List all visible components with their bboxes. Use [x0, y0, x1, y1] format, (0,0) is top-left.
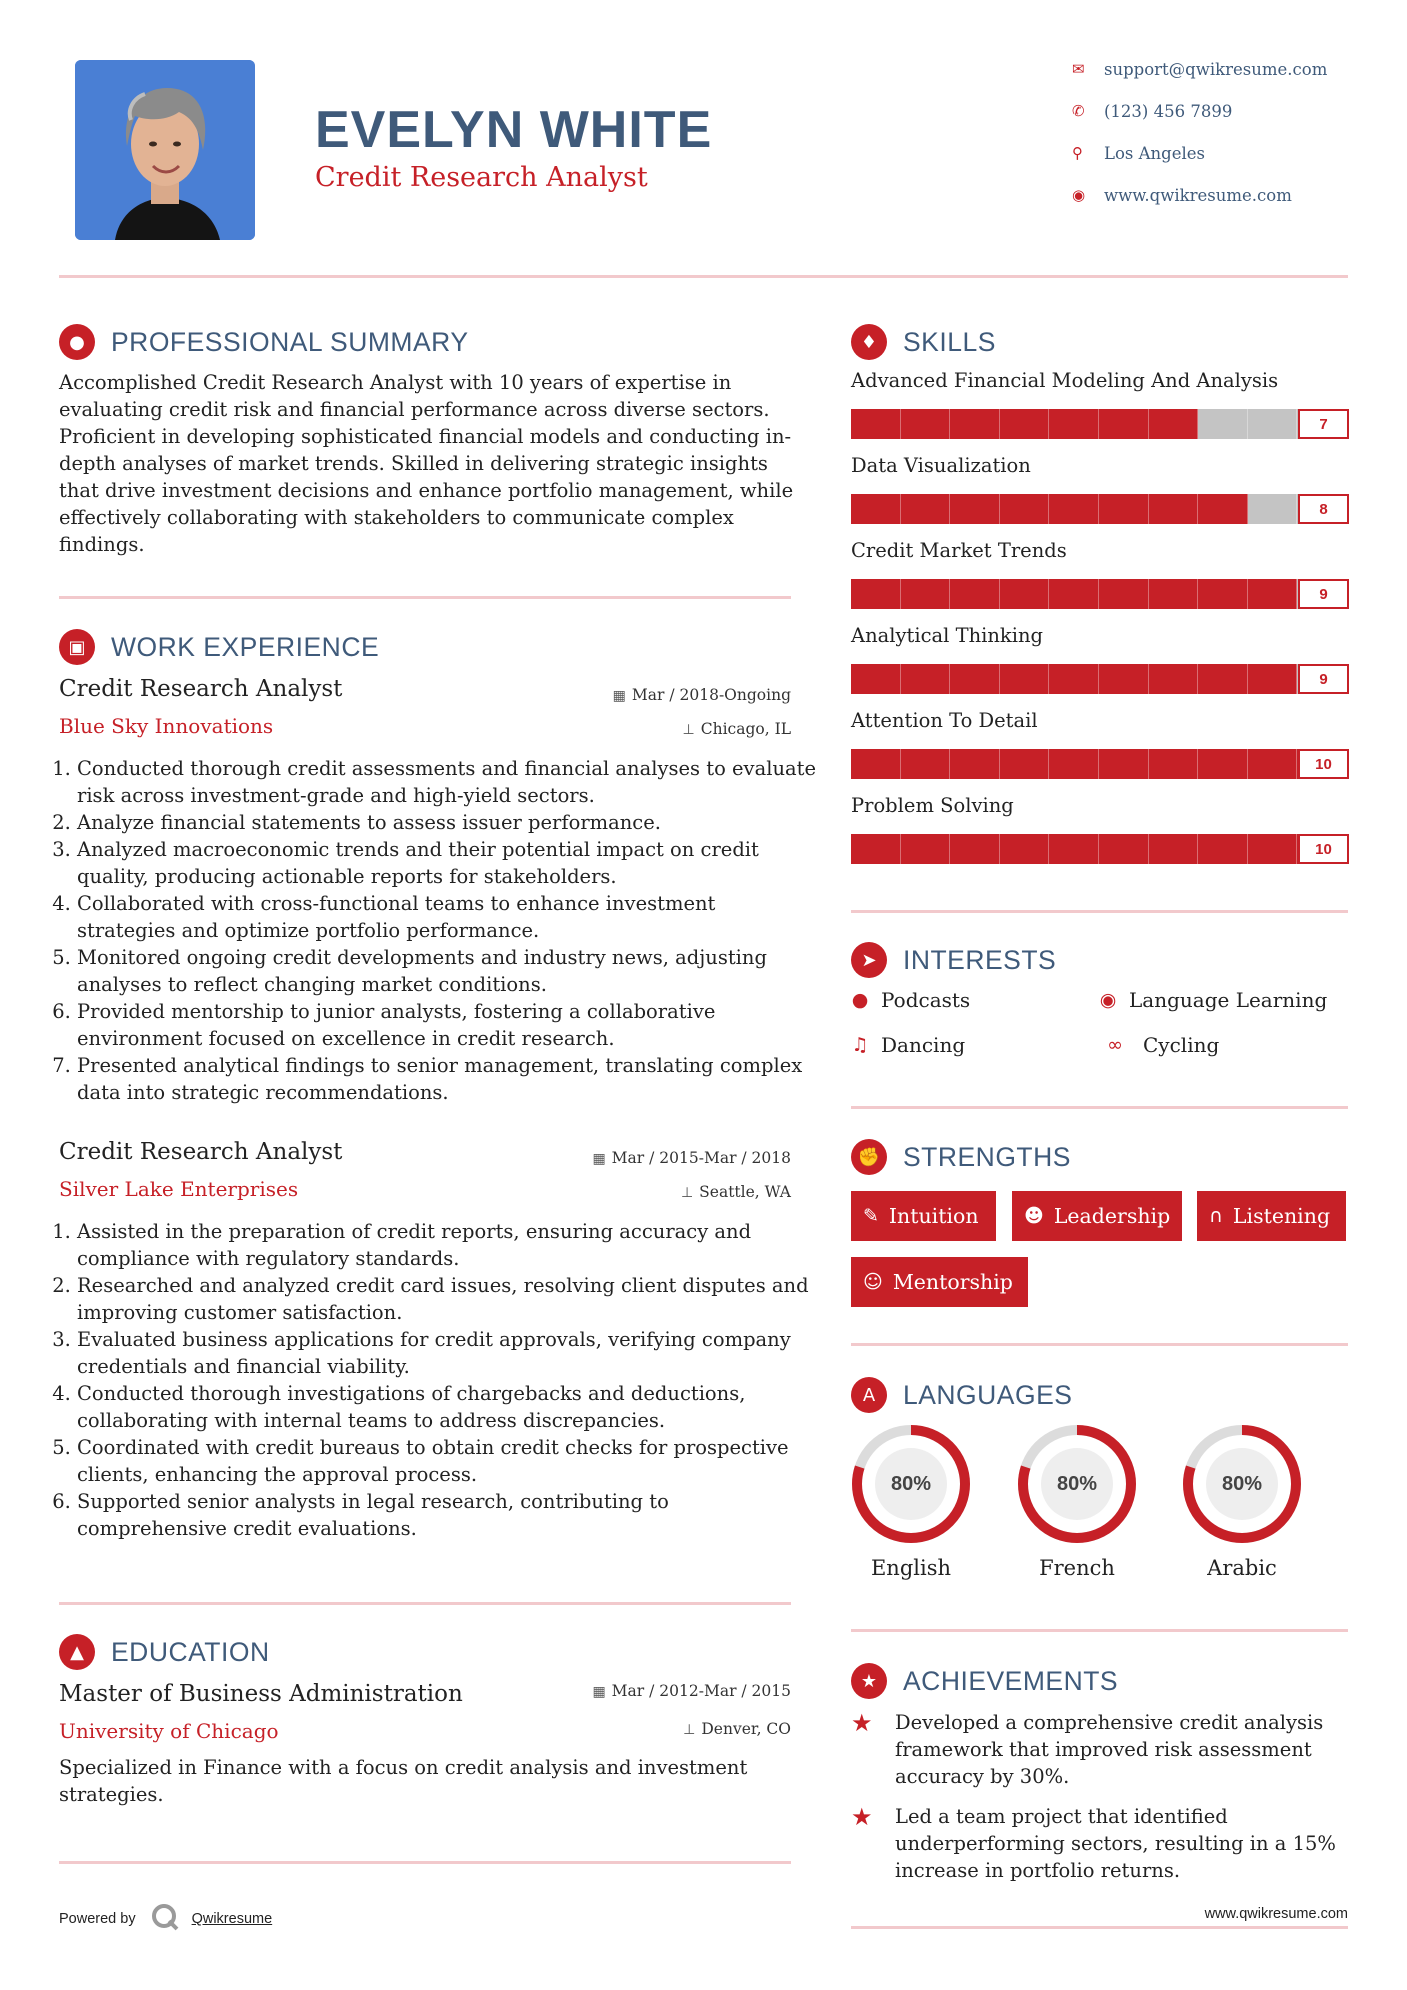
skill-bar-segment	[1099, 579, 1149, 609]
summary-heading	[59, 324, 469, 360]
star-badge-icon: ★	[851, 1663, 887, 1699]
candidate-role: Credit Research Analyst	[315, 162, 648, 193]
list-item: 3. Evaluated business applications for credit approvals, verifying company credentials and financial viability.	[77, 1326, 817, 1380]
skills-divider	[851, 910, 1348, 913]
summary-text: Accomplished Credit Research Analyst with 10 years of expertise in evaluating credit risk and financial performance across diverse sectors. Proficient in developing sophisticated financial models and conducting in-depth analyses of market trends. Skilled in delivering strategic insights that drive investment decisions and enhance portfolio management, while effectively collaborating with stakeholders to communicate complex findings.	[59, 371, 794, 556]
job-location: ⊥ Seattle, WA	[680, 1183, 791, 1201]
job-title: Credit Research Analyst	[59, 676, 343, 702]
skill-bar-segment	[901, 579, 951, 609]
user-plus-icon: ☺	[863, 1271, 883, 1293]
paper-plane-icon: ➤	[851, 942, 887, 978]
skill-bar-segment	[950, 664, 1000, 694]
list-item: 5. Monitored ongoing credit developments and industry news, adjusting analyses to reflect changing market conditions.	[77, 944, 817, 998]
job-date: ▦ Mar / 2018-Ongoing	[612, 686, 791, 704]
shooting-star-icon: ★	[851, 1709, 873, 1737]
skill-bar	[851, 409, 1347, 439]
skill-bar-segment	[1000, 409, 1050, 439]
globe-icon: ◉	[1099, 989, 1117, 1011]
achievements-title: ACHIEVEMENTS	[903, 1665, 1119, 1696]
skill-name: Data Visualization	[851, 454, 1031, 477]
skill-bar-segment	[1149, 749, 1199, 779]
interests-title: INTERESTS	[903, 944, 1057, 975]
skill-bar-segment	[851, 834, 901, 864]
languages-heading	[851, 1377, 1072, 1413]
skill-level: 7	[1298, 409, 1349, 439]
strength-chip: ∩ Listening	[1197, 1191, 1346, 1241]
profile-photo	[75, 60, 255, 240]
skill-bar-segment	[1149, 664, 1199, 694]
work-title: WORK EXPERIENCE	[111, 631, 380, 662]
achievement-item: ★ Developed a comprehensive credit analysis framework that improved risk assessment accuracy by 30%.	[851, 1709, 1324, 1788]
phone-icon: ✆	[1072, 102, 1085, 120]
footer-divider	[851, 1926, 1348, 1929]
skill-bar-segment	[1248, 664, 1298, 694]
languages-title: LANGUAGES	[903, 1379, 1073, 1410]
calendar-icon: ▦	[592, 1684, 606, 1700]
education-divider	[59, 1861, 791, 1864]
skill-bar-segment	[901, 664, 951, 694]
magic-wand-icon: ✎	[863, 1205, 879, 1227]
strengths-title: STRENGTHS	[903, 1141, 1071, 1172]
job-date: ▦ Mar / 2015-Mar / 2018	[592, 1149, 791, 1167]
globe-icon: ◉	[1072, 186, 1086, 204]
map-pin-icon: ⚲	[1072, 144, 1083, 162]
language-name: Arabic	[1207, 1556, 1277, 1580]
pushpin-icon: ⊥	[680, 1185, 694, 1201]
skill-bar-segment	[950, 749, 1000, 779]
skill-name: Problem Solving	[851, 794, 1014, 817]
job-title: Credit Research Analyst	[59, 1139, 343, 1165]
achievements-heading	[851, 1663, 1118, 1699]
strength-chip: ☺ Mentorship	[851, 1257, 1028, 1307]
skills-title: SKILLS	[903, 326, 996, 357]
skill-bar-segment	[1149, 834, 1199, 864]
skill-bar-segment	[950, 409, 1000, 439]
work-divider	[59, 1602, 791, 1605]
skill-bar-segment	[1198, 664, 1248, 694]
skill-bar-segment	[1099, 409, 1149, 439]
skill-bar	[851, 749, 1347, 779]
skill-bar-segment	[851, 749, 901, 779]
education-date: ▦ Mar / 2012-Mar / 2015	[592, 1682, 791, 1700]
list-item: 4. Conducted thorough investigations of chargebacks and deductions, collaborating with internal teams to address discrepancies.	[77, 1380, 817, 1434]
skill-level: 10	[1298, 834, 1349, 864]
skill-bar-segment	[1248, 409, 1298, 439]
skill-bar-segment	[901, 494, 951, 524]
contact-location-text: Los Angeles	[1104, 143, 1205, 163]
briefcase-icon: ▣	[59, 629, 95, 665]
strength-chip: ☻ Leadership	[1012, 1191, 1182, 1241]
list-item: 4. Collaborated with cross-functional teams to enhance investment strategies and optimize portfolio performance.	[77, 890, 817, 944]
skill-bar-segment	[901, 749, 951, 779]
graduation-cap-icon: ▲	[59, 1634, 95, 1670]
skill-bar-segment	[950, 579, 1000, 609]
skill-bar-segment	[1248, 494, 1298, 524]
skill-bar-segment	[1049, 749, 1099, 779]
skill-level: 8	[1298, 494, 1349, 524]
pushpin-icon: ⊥	[682, 722, 695, 738]
skill-bar-segment	[1000, 494, 1050, 524]
skill-bar-segment	[950, 494, 1000, 524]
skill-level: 9	[1298, 579, 1349, 609]
skill-name: Credit Market Trends	[851, 539, 1067, 562]
powered-by-label: Powered by	[59, 1911, 136, 1927]
list-item: 7. Presented analytical findings to senior management, translating complex data into strategic recommendations.	[77, 1052, 817, 1106]
language-percent: 80%	[890, 1472, 932, 1495]
languages-divider	[851, 1629, 1348, 1632]
list-item: 2. Analyze financial statements to assess issuer performance.	[77, 809, 817, 836]
brand-link[interactable]: Qwikresume	[191, 1911, 273, 1927]
portrait-image	[75, 60, 255, 240]
skill-bar-segment	[1000, 579, 1050, 609]
contact-email[interactable]	[1072, 54, 1327, 84]
language-name: English	[870, 1556, 952, 1580]
language-percent: 80%	[1056, 1472, 1098, 1495]
achievement-item: ★ Led a team project that identified underperforming sectors, resulting in a 15% increase in portfolio returns.	[851, 1803, 1336, 1882]
list-item: 5. Coordinated with credit bureaus to obtain credit checks for prospective clients, enhancing the approval process.	[77, 1434, 817, 1488]
skill-bar-segment	[1198, 579, 1248, 609]
headphones-icon: ∩	[1209, 1205, 1223, 1227]
skill-bar-segment	[1198, 834, 1248, 864]
list-item: 6. Supported senior analysts in legal research, contributing to comprehensive credit evaluations.	[77, 1488, 817, 1542]
education-title: EDUCATION	[111, 1636, 270, 1667]
music-note-icon: ♫	[851, 1034, 869, 1056]
powered-by	[59, 1902, 272, 1936]
skill-bar-segment	[1099, 664, 1149, 694]
list-item: 1. Assisted in the preparation of credit reports, ensuring accuracy and compliance with regulatory standards.	[77, 1218, 817, 1272]
skill-bar-segment	[1049, 834, 1099, 864]
skill-bar-segment	[1149, 579, 1199, 609]
skill-bar-segment	[1149, 409, 1199, 439]
translate-icon: A	[851, 1377, 887, 1413]
education-degree: Master of Business Administration	[59, 1681, 463, 1707]
strengths-heading	[851, 1139, 1071, 1175]
skill-level: 10	[1298, 749, 1349, 779]
skill-bar	[851, 579, 1347, 609]
skill-bar	[851, 664, 1347, 694]
list-item: 1. Conducted thorough credit assessments and financial analyses to evaluate risk across investment-grade and high-yield sectors.	[77, 755, 817, 809]
skill-bar-segment	[851, 664, 901, 694]
calendar-icon: ▦	[612, 688, 626, 704]
job-company: Blue Sky Innovations	[59, 714, 274, 738]
contact-phone[interactable]	[1072, 96, 1232, 126]
header-divider	[59, 275, 1348, 278]
fist-icon: ✊	[851, 1139, 887, 1175]
interests-heading	[851, 942, 1056, 978]
skill-bar	[851, 494, 1347, 524]
skill-bar-segment	[1099, 834, 1149, 864]
skill-bar-segment	[851, 409, 901, 439]
user-icon: ●	[59, 324, 95, 360]
list-item: 2. Researched and analyzed credit card issues, resolving client disputes and improving customer satisfaction.	[77, 1272, 817, 1326]
skill-bar-segment	[1049, 494, 1099, 524]
footer-website[interactable]: www.qwikresume.com	[1204, 1906, 1348, 1922]
language-item	[1180, 1422, 1304, 1580]
skill-bar-segment	[1248, 749, 1298, 779]
skill-bar-segment	[1099, 494, 1149, 524]
summary-divider	[59, 596, 791, 599]
microphone-icon: ●	[851, 989, 869, 1011]
work-heading	[59, 629, 379, 665]
interest-item: ♫ Dancing	[851, 1033, 966, 1057]
skill-bar	[851, 834, 1347, 864]
candidate-name: EVELYN WHITE	[315, 101, 713, 159]
skill-level: 9	[1298, 664, 1349, 694]
list-item: 3. Analyzed macroeconomic trends and their potential impact on credit quality, producing actionable reports for stakeholders.	[77, 836, 817, 890]
education-description: Specialized in Finance with a focus on credit analysis and investment strategies.	[59, 1756, 748, 1806]
strength-chip: ✎ Intuition	[851, 1191, 996, 1241]
education-heading	[59, 1634, 270, 1670]
contact-website-text: www.qwikresume.com	[1104, 185, 1292, 205]
interests-divider	[851, 1106, 1348, 1109]
job-location: ⊥ Chicago, IL	[682, 720, 791, 738]
contact-email-text: support@qwikresume.com	[1104, 59, 1328, 79]
skill-bar-segment	[1198, 409, 1248, 439]
job-company: Silver Lake Enterprises	[59, 1177, 299, 1201]
skills-heading	[851, 324, 996, 360]
skill-bar-segment	[1248, 834, 1298, 864]
contact-website[interactable]	[1072, 180, 1292, 210]
shooting-star-icon: ★	[851, 1803, 873, 1831]
interest-item: ∞ Cycling	[1099, 1033, 1219, 1057]
skill-bar-segment	[901, 409, 951, 439]
interest-item: ◉ Language Learning	[1099, 988, 1328, 1012]
list-item: 6. Provided mentorship to junior analysts, fostering a collaborative environment focused on excellence in credit research.	[77, 998, 817, 1052]
skill-name: Advanced Financial Modeling And Analysis	[851, 369, 1279, 392]
education-school: University of Chicago	[59, 1719, 279, 1743]
bicycle-icon: ∞	[1107, 1034, 1123, 1056]
skill-bar-segment	[1198, 749, 1248, 779]
skill-bar-segment	[1049, 409, 1099, 439]
job-bullets	[59, 755, 817, 1106]
skill-bar-segment	[901, 834, 951, 864]
skill-bar-segment	[1049, 664, 1099, 694]
envelope-icon: ✉	[1072, 60, 1085, 78]
skill-bar-segment	[1149, 494, 1199, 524]
language-name: French	[1039, 1556, 1115, 1580]
skill-name: Attention To Detail	[851, 709, 1038, 732]
strengths-divider	[851, 1343, 1348, 1346]
skill-bar-segment	[1099, 749, 1149, 779]
pushpin-icon: ⊥	[683, 1722, 696, 1738]
skill-bar-segment	[1000, 664, 1050, 694]
language-percent: 80%	[1221, 1472, 1263, 1495]
language-item	[849, 1422, 973, 1580]
skill-bar-segment	[1000, 749, 1050, 779]
job-bullets	[59, 1218, 817, 1542]
users-icon: ☻	[1024, 1205, 1044, 1227]
interest-item: ● Podcasts	[851, 988, 971, 1012]
contact-location	[1072, 138, 1205, 168]
lightbulb-icon: ♦	[851, 324, 887, 360]
skill-bar-segment	[950, 834, 1000, 864]
skill-bar-segment	[1000, 834, 1050, 864]
calendar-icon: ▦	[592, 1151, 606, 1167]
skill-bar-segment	[851, 494, 901, 524]
skill-name: Analytical Thinking	[851, 624, 1044, 647]
summary-title: PROFESSIONAL SUMMARY	[111, 326, 469, 357]
contact-phone-text: (123) 456 7899	[1104, 101, 1233, 121]
skill-bar-segment	[1198, 494, 1248, 524]
skill-bar-segment	[1248, 579, 1298, 609]
skill-bar-segment	[851, 579, 901, 609]
education-location: ⊥ Denver, CO	[683, 1720, 791, 1738]
language-item	[1015, 1422, 1139, 1580]
qwikresume-logo-icon	[150, 1902, 180, 1936]
skill-bar-segment	[1049, 579, 1099, 609]
